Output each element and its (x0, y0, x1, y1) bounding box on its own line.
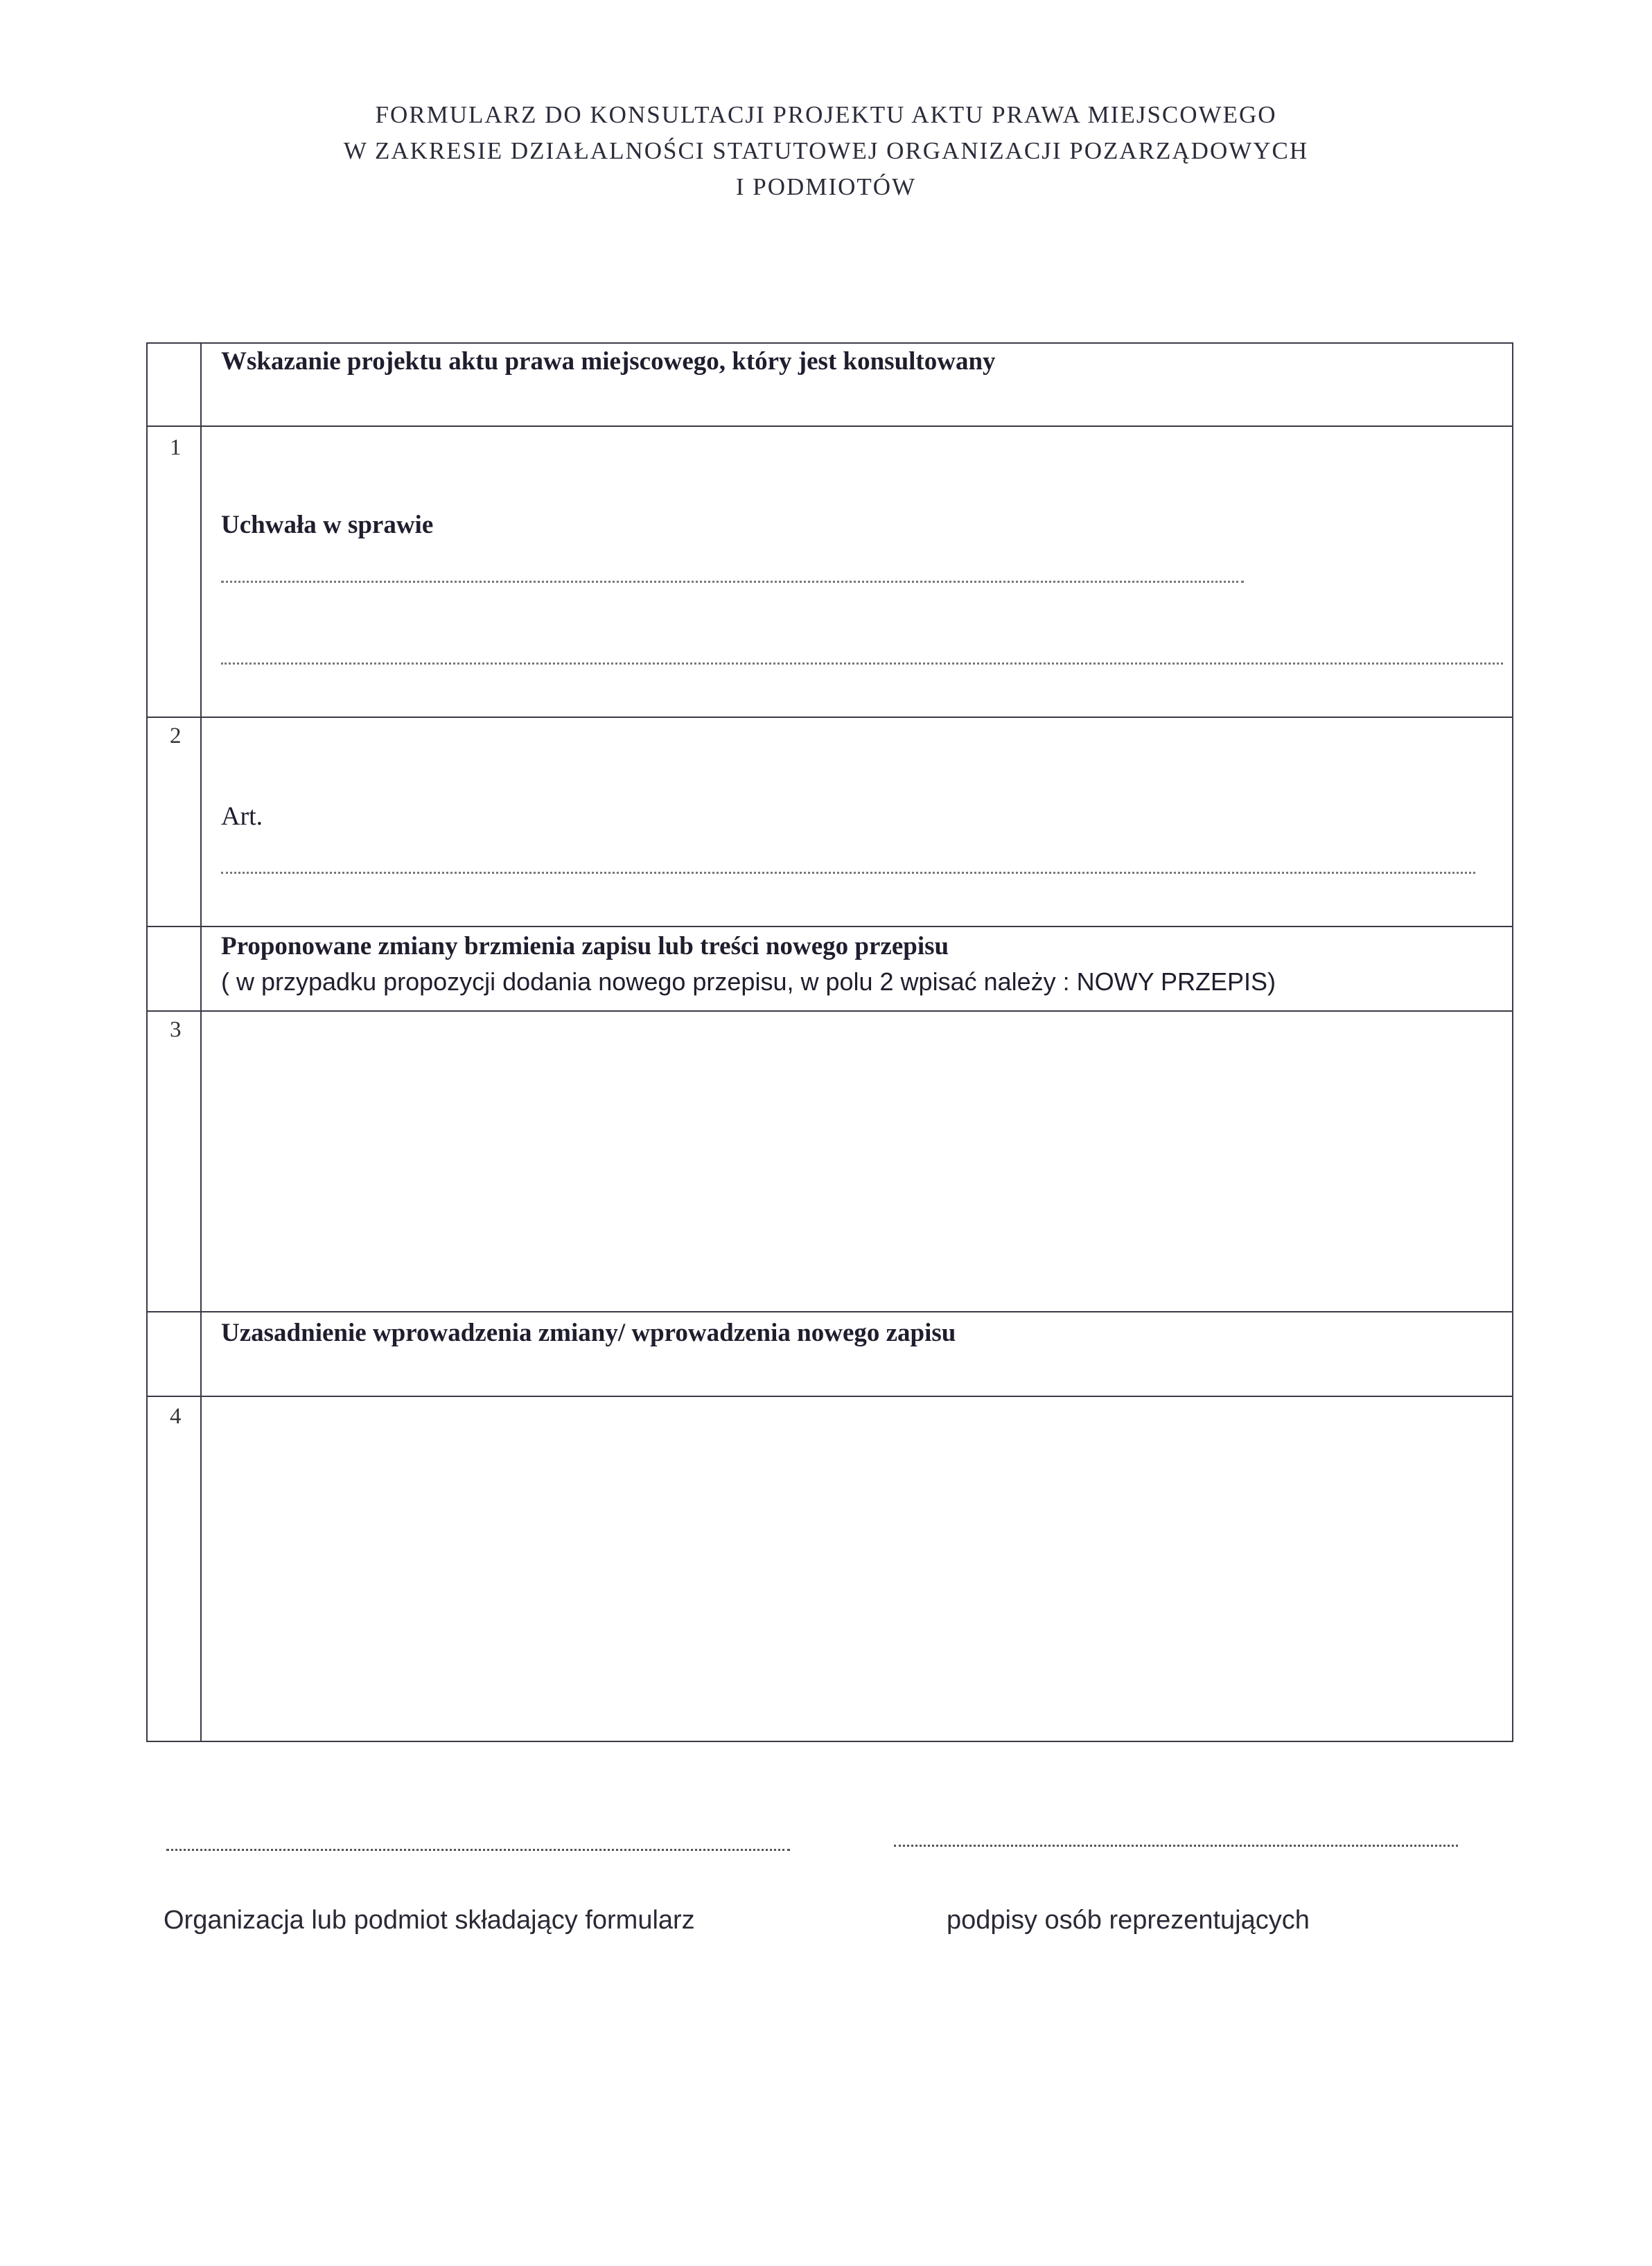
row-2-number-cell (147, 717, 201, 926)
table-row (147, 926, 1513, 1011)
row-4-number-cell (147, 1396, 201, 1741)
row-4-heading: Uzasadnienie wprowadzenia zmiany/ wprowadzenia nowego zapisu (221, 1319, 956, 1347)
row-3-heading-cell (201, 926, 1513, 1011)
row-3-number-cell (147, 1011, 201, 1312)
form-title (0, 97, 1652, 205)
row-1-number-top (147, 343, 201, 426)
row-4-answer-cell[interactable] (201, 1396, 1513, 1741)
row-1-heading-cell (201, 343, 1513, 426)
table-row (147, 1396, 1513, 1741)
row-1-number-cell (147, 426, 201, 717)
resolution-line-2[interactable] (221, 662, 1503, 665)
table-row (147, 717, 1513, 926)
row-1-number: 1 (170, 435, 182, 460)
article-label: Art. (221, 802, 263, 831)
title-line-1: FORMULARZ DO KONSULTACJI PROJEKTU AKTU PRAWA MIEJSCOWEGO (375, 101, 1277, 128)
row-4-heading-cell (201, 1312, 1513, 1396)
organization-signature-line[interactable] (166, 1849, 790, 1851)
consultation-table (146, 342, 1513, 1742)
row-2-field-cell[interactable] (201, 717, 1513, 926)
representatives-label: podpisy osób reprezentujących (947, 1906, 1310, 1935)
organization-label: Organizacja lub podmiot składający formularz (164, 1906, 695, 1935)
row-3-number-top (147, 926, 201, 1011)
article-line[interactable] (221, 872, 1475, 874)
row-1-field-cell[interactable] (201, 426, 1513, 717)
title-line-3: I PODMIOTÓW (735, 173, 917, 200)
row-2-number: 2 (170, 723, 182, 748)
row-4-number-top (147, 1312, 201, 1396)
row-3-heading: Proponowane zmiany brzmienia zapisu lub treści nowego przepisu (221, 932, 949, 960)
resolution-line-1[interactable] (221, 581, 1244, 583)
row-3-note: ( w przypadku propozycji dodania nowego przepisu, w polu 2 wpisać należy : NOWY PRZEPIS) (221, 967, 1276, 996)
row-3-answer-cell[interactable] (201, 1011, 1513, 1312)
resolution-label: Uchwała w sprawie (221, 511, 434, 539)
table-row (147, 1011, 1513, 1312)
representatives-signature-line[interactable] (894, 1845, 1458, 1847)
row-3-number: 3 (170, 1017, 182, 1042)
row-1-heading: Wskazanie projektu aktu prawa miejscowego, który jest konsultowany (221, 347, 996, 376)
table-row (147, 426, 1513, 717)
row-4-number: 4 (170, 1404, 182, 1429)
table-row (147, 343, 1513, 426)
title-line-2: W ZAKRESIE DZIAŁALNOŚCI STATUTOWEJ ORGANIZACJI POZARZĄDOWYCH (343, 137, 1309, 164)
table-row (147, 1312, 1513, 1396)
